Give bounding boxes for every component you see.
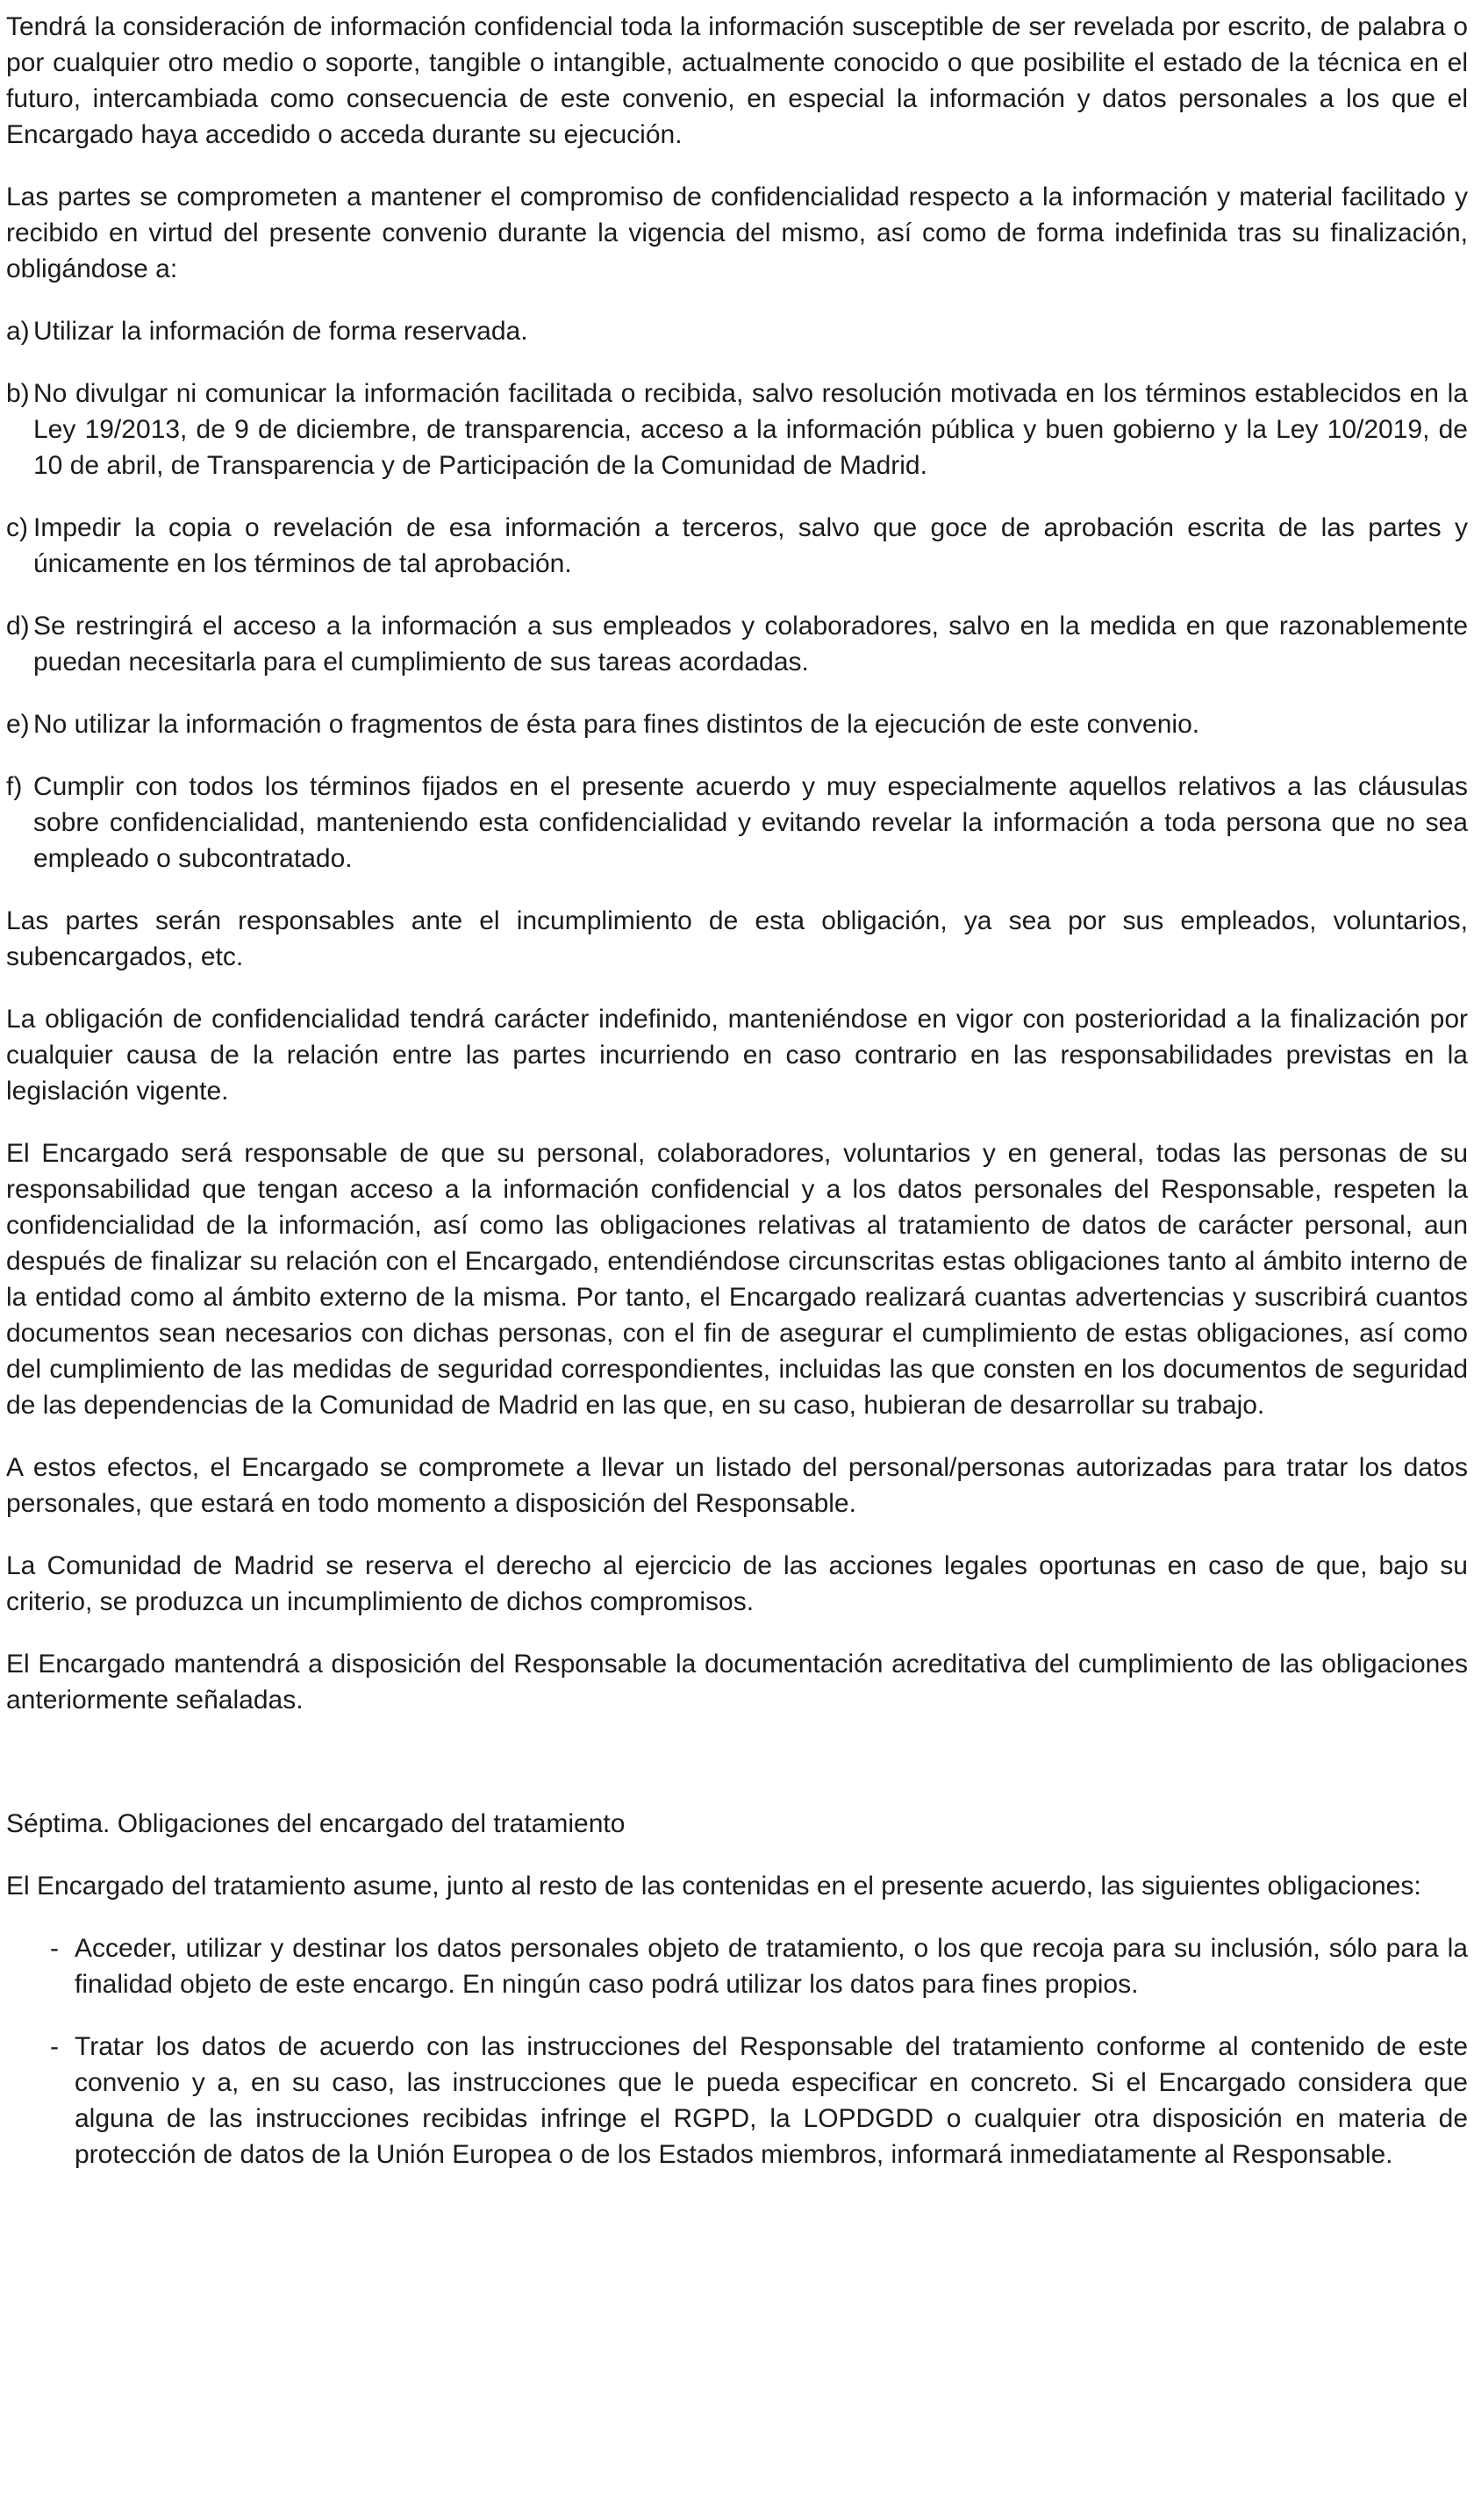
list-item-f (6, 769, 1468, 877)
paragraph-indefinite-obligation: La obligación de confidencialidad tendrá carácter indefinido, manteniéndose en vigor con posterioridad a la finalización por cualquier causa de la relación entre las partes incurriendo en caso contrario en las responsabilidades previstas en la legislación vigente. (6, 1005, 1468, 1106)
list-text-a: Utilizar la información de forma reservada. (33, 317, 528, 346)
list-item-a (6, 313, 1468, 349)
list-text-d: Se restringirá el acceso a la información a sus empleados y colaboradores, salvo en la medida en que razonablemente puedan necesitarla para el cumplimiento de sus tareas acordadas. (33, 612, 1468, 677)
list-text-e: No utilizar la información o fragmentos de ésta para fines distintos de la ejecución de este convenio. (33, 710, 1200, 739)
list-text-f: Cumplir con todos los términos fijados en el presente acuerdo y muy especialmente aquellos relativos a las cláusulas sobre confidencialidad, manteniendo esta confidencialidad y evitando revelar la información a toda persona que no sea empleado o subcontratado. (33, 772, 1468, 873)
list-marker-f: f) (6, 772, 23, 801)
list-marker-e: e) (6, 710, 30, 739)
list-item-b (6, 376, 1468, 483)
paragraph-encargado-obligations-intro: El Encargado del tratamiento asume, junto al resto de las contenidas en el presente acuerdo, las siguientes obligaciones: (6, 1872, 1421, 1901)
paragraph-legal-actions: La Comunidad de Madrid se reserva el derecho al ejercicio de las acciones legales oportunas en caso de que, bajo su criterio, se produzca un incumplimiento de dichos compromisos. (6, 1551, 1468, 1616)
list-marker-c: c) (6, 513, 28, 542)
list-item-e (6, 706, 1468, 742)
dash-marker-2: - (50, 2032, 59, 2061)
dash-marker-1: - (50, 1934, 59, 1963)
dash-item-treat-data (50, 2029, 1468, 2173)
dash-text-1: Acceder, utilizar y destinar los datos personales objeto de tratamiento, o los que recoja para su inclusión, sólo para la finalidad objeto de este encargo. En ningún caso podrá utilizar los datos para fines propios. (75, 1934, 1468, 1999)
section-heading-septima: Séptima. Obligaciones del encargado del tratamiento (6, 1809, 626, 1838)
paragraph-confidentiality-commitment: Las partes se comprometen a mantener el compromiso de confidencialidad respecto a la información y material facilitado y recibido en virtud del presente convenio durante la vigencia del mismo, así como de forma indefinida tras su finalización, obligándose a: (6, 183, 1468, 283)
list-item-c (6, 510, 1468, 582)
dash-item-access-data (50, 1930, 1468, 2002)
list-marker-b: b) (6, 379, 30, 408)
paragraph-encargado-personnel: El Encargado será responsable de que su personal, colaboradores, voluntarios y en general, todas las personas de su responsabilidad que tengan acceso a la información confidencial y a los datos personales del Responsable, respeten la confidencialidad de la información, así como las obligaciones relativas al tratamiento de datos de carácter personal, aun después de finalizar su relación con el Encargado, entendiéndose circunscritas estas obligaciones tanto al ámbito interno de la entidad como al ámbito externo de la misma. Por tanto, el Encargado realizará cuantas advertencias y suscribirá cuantos documentos sean necesarios con dichas personas, con el fin de asegurar el cumplimiento de estas obligaciones, así como del cumplimiento de las medidas de seguridad correspondientes, incluidas las que consten en los documentos de seguridad de las dependencias de la Comunidad de Madrid en las que, en su caso, hubieran de desarrollar su trabajo. (6, 1139, 1468, 1420)
list-item-d (6, 608, 1468, 680)
list-text-c: Impedir la copia o revelación de esa información a terceros, salvo que goce de aprobación escrita de las partes y únicamente en los términos de tal aprobación. (33, 513, 1468, 578)
paragraph-authorized-personnel-list: A estos efectos, el Encargado se compromete a llevar un listado del personal/personas autorizadas para tratar los datos personales, que estará en todo momento a disposición del Responsable. (6, 1453, 1468, 1518)
list-marker-a: a) (6, 317, 30, 346)
paragraph-confidential-definition: Tendrá la consideración de información confidencial toda la información susceptible de ser revelada por escrito, de palabra o por cualquier otro medio o soporte, tangible o intangible, actualmente conocido o que posibilite el estado de la técnica en el futuro, intercambiada como consecuencia de este convenio, en especial la información y datos personales a los que el Encargado haya accedido o acceda durante su ejecución. (6, 12, 1468, 149)
paragraph-parties-responsibility: Las partes serán responsables ante el incumplimiento de esta obligación, ya sea por sus empleados, voluntarios, subencargados, etc. (6, 906, 1468, 971)
paragraph-supporting-documentation: El Encargado mantendrá a disposición del Responsable la documentación acreditativa del cumplimiento de las obligaciones anteriormente señaladas. (6, 1650, 1468, 1715)
list-marker-d: d) (6, 612, 30, 641)
list-text-b: No divulgar ni comunicar la información facilitada o recibida, salvo resolución motivada en los términos establecidos en la Ley 19/2013, de 9 de diciembre, de transparencia, acceso a la información pública y buen gobierno y la Ley 10/2019, de 10 de abril, de Transparencia y de Participación de la Comunidad de Madrid. (33, 379, 1468, 480)
dash-text-2: Tratar los datos de acuerdo con las instrucciones del Responsable del tratamiento conforme al contenido de este convenio y a, en su caso, las instrucciones que le pueda especificar en concreto. Si el Encargado considera que alguna de las instrucciones recibidas infringe el RGPD, la LOPDGDD o cualquier otra disposición en materia de protección de datos de la Unión Europea o de los Estados miembros, informará inmediatamente al Responsable. (75, 2032, 1468, 2169)
